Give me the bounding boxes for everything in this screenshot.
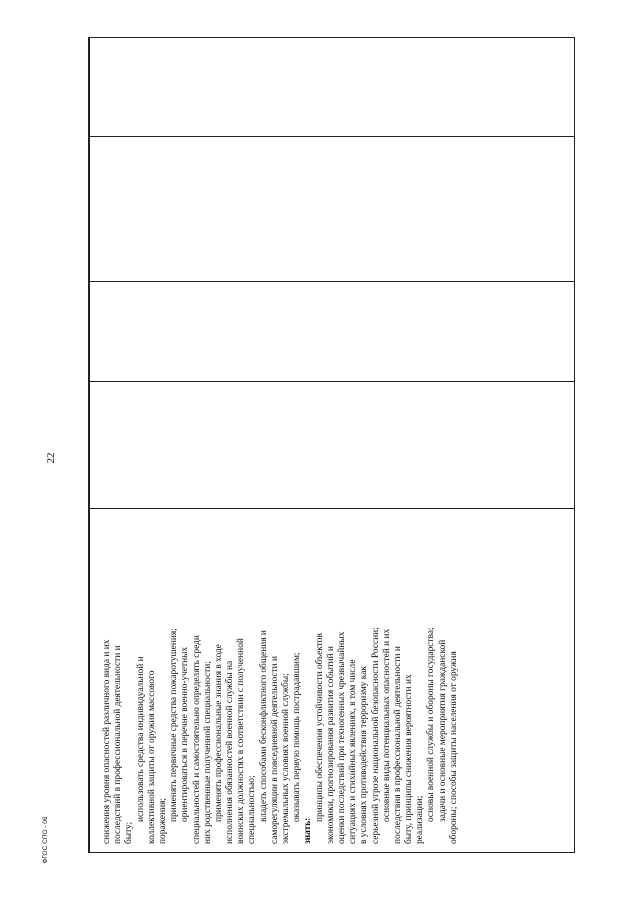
text-line: основы военной службы и обороны государства; — [426, 627, 437, 822]
text-line: реализации; — [415, 795, 426, 844]
text-line: основные виды потенциальных опасностей и их — [381, 628, 392, 822]
text-line: ситуациях и стихийных явлениях, в том числе — [348, 659, 359, 844]
text-line: них родственные полученной специальности; — [202, 661, 213, 844]
table-row-divider — [89, 508, 574, 509]
text-line: исполнения обязанностей военной службы на — [225, 660, 236, 844]
text-line: специальностей и самостоятельно определять среди — [191, 635, 202, 844]
text-line: снижения уровня опасностей различного вида и их — [102, 639, 112, 844]
table-row-divider — [89, 381, 574, 382]
text-line: принципы обеспечения устойчивости объектов — [314, 633, 325, 822]
text-line: специальностью; — [247, 775, 258, 844]
cell-text-block — [102, 511, 560, 844]
text-line: саморегуляции в повседневной деятельности и — [269, 655, 280, 844]
text-line: оказывать первую помощь пострадавшим; — [292, 652, 303, 822]
text-line: обороны; способы защиты населения от оружия — [448, 651, 459, 844]
text-line: применять профессиональные знания в ходе — [213, 644, 224, 822]
text-line: использовать средства индивидуальной и — [135, 656, 146, 822]
table-row-divider — [89, 136, 574, 137]
text-line: в условиях противодействия терроризму как — [359, 666, 370, 844]
text-line: последствий в профессиональной деятельности и — [113, 645, 124, 844]
text-line: быту, принципы снижения вероятности их — [404, 674, 415, 844]
text-line: коллективной защиты от оружия массового — [146, 670, 157, 844]
table-frame — [88, 37, 575, 853]
table-column-divider — [89, 38, 90, 852]
text-line: владеть способами бесконфликтного общения и — [258, 630, 269, 822]
text-line: поражения; — [157, 797, 168, 844]
text-line: последствия в профессиональной деятельности и — [392, 646, 403, 844]
table-row-divider — [89, 281, 574, 282]
text-line: экономики, прогнозирования развития событий и — [325, 646, 336, 844]
text-line: оценки последствий при техногенных чрезвычайных — [336, 631, 347, 844]
text-line: экстремальных условиях военной службы; — [281, 673, 291, 844]
table-cell-content — [102, 511, 560, 844]
text-line: быту; — [124, 821, 135, 844]
text-line: задачи и основные мероприятия гражданской — [437, 639, 448, 822]
text-line: применять первичные средства пожаротушения; — [169, 628, 180, 822]
text-line: знать: — [303, 817, 314, 844]
text-line: ориентироваться в перечне военно-учетных — [180, 646, 191, 822]
text-line: серьезной угрозе национальной безопасности России; — [370, 627, 381, 844]
page-number: 22 — [45, 452, 57, 464]
text-line: воинских должностях в соответствии с полученной — [236, 638, 247, 844]
document-code: ФГОС СПО - 06 — [42, 816, 49, 864]
